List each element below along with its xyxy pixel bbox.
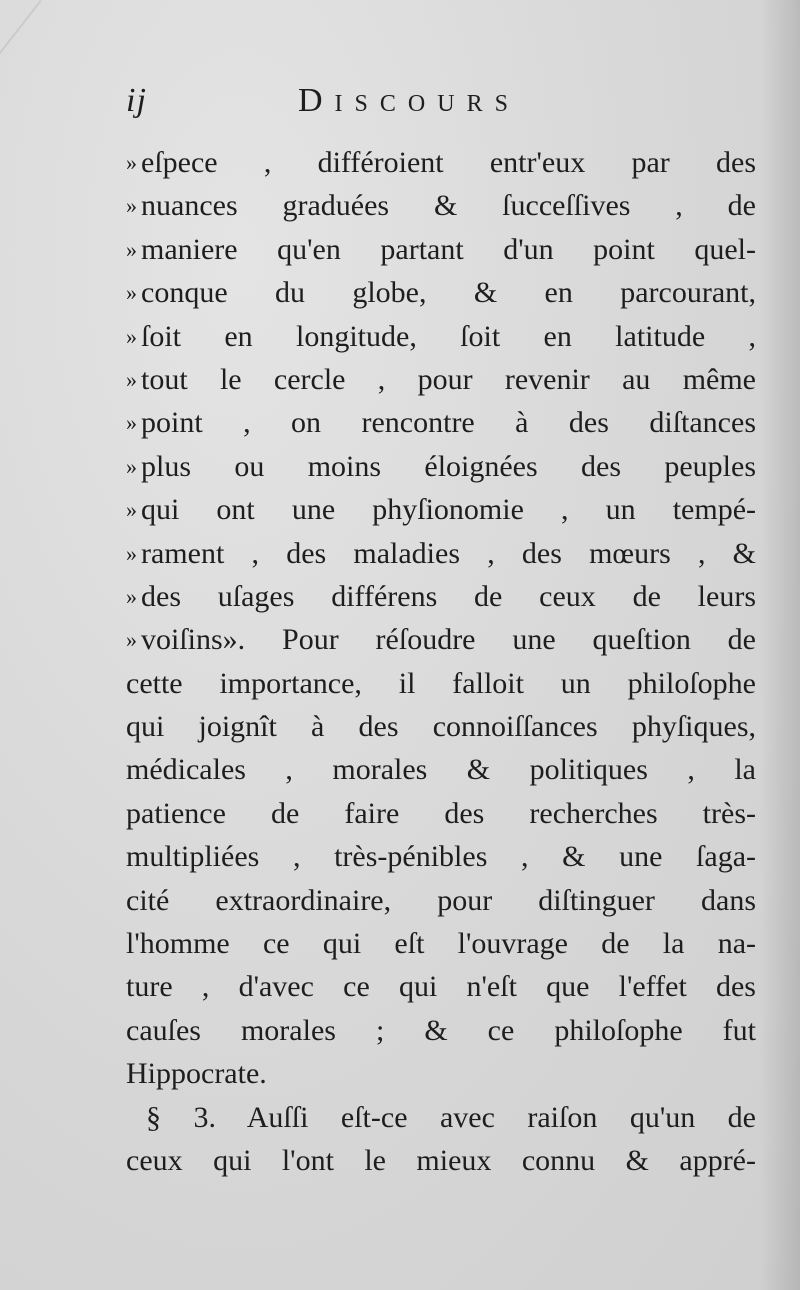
- text-line: [126, 835, 756, 878]
- line-text: ceux qui l'ont le mieux connu & appré-: [126, 1143, 756, 1177]
- running-title: Discours: [298, 82, 520, 119]
- text-line: [126, 315, 756, 358]
- text-line: [126, 141, 756, 184]
- line-text: cité extraordinaire, pour diſtinguer dans: [126, 883, 756, 917]
- page-number: ij: [126, 82, 147, 119]
- line-text: Hippocrate.: [126, 1057, 267, 1091]
- text-line: [126, 228, 756, 271]
- line-text: conque du globe, & en parcourant,: [141, 276, 756, 310]
- quote-mark: »: [126, 150, 137, 175]
- text-line: [126, 705, 756, 748]
- paper-crease: [0, 0, 42, 206]
- line-text: qui ont une phyſionomie , un tempé-: [141, 493, 756, 527]
- line-text: tout le cercle , pour revenir au même: [141, 362, 756, 396]
- text-line: [126, 358, 756, 401]
- body-text: [126, 141, 756, 1182]
- text-line: [126, 1052, 756, 1095]
- quote-mark: »: [126, 366, 137, 392]
- text-line: [126, 1139, 756, 1182]
- quote-mark: »: [126, 236, 137, 262]
- text-line: [126, 662, 756, 705]
- line-text: plus ou moins éloignées des peuples: [141, 449, 756, 483]
- quote-mark: »: [126, 410, 137, 436]
- text-line: [126, 575, 756, 618]
- page-header: [126, 82, 726, 132]
- text-line: [126, 879, 756, 922]
- line-text: patience de faire des recherches très-: [126, 796, 756, 830]
- line-text: point , on rencontre à des diſtances: [141, 406, 756, 440]
- line-text: maniere qu'en partant d'un point quel-: [141, 232, 756, 266]
- line-text: cette importance, il falloit un philoſophe: [126, 666, 756, 700]
- line-text: multipliées , très-pénibles , & une ſaga-: [126, 840, 756, 874]
- text-line: [126, 401, 756, 444]
- quote-mark: »: [126, 627, 137, 653]
- text-line: [126, 922, 756, 965]
- text-line: [126, 184, 756, 227]
- line-text: § 3. Auſſi eſt-ce avec raiſon qu'un de: [146, 1100, 756, 1134]
- line-text: des uſages différens de ceux de leurs: [141, 579, 756, 613]
- text-line: [126, 792, 756, 835]
- line-text: qui joignît à des connoiſſances phyſiques,: [126, 710, 756, 744]
- quote-mark: »: [126, 497, 137, 523]
- quote-mark: »: [126, 323, 137, 349]
- line-text: nuances graduées & ſucceſſives , de: [141, 189, 756, 223]
- line-text: ſoit en longitude, ſoit en latitude ,: [141, 319, 756, 353]
- text-line: [126, 488, 756, 531]
- line-text: l'homme ce qui eſt l'ouvrage de la na-: [126, 927, 756, 961]
- text-line: [126, 1009, 756, 1052]
- line-text: médicales , morales & politiques , la: [126, 753, 756, 787]
- line-text: ture , d'avec ce qui n'eſt que l'effet des: [126, 970, 756, 1004]
- line-text: rament , des maladies , des mœurs , &: [141, 536, 756, 570]
- text-line: [126, 445, 756, 488]
- text-line: [126, 271, 756, 314]
- text-line: [126, 965, 756, 1008]
- line-text: voiſins». Pour réſoudre une queſtion de: [141, 623, 756, 657]
- quote-mark: »: [126, 453, 137, 479]
- spine-shadow: [760, 0, 800, 1290]
- text-line: [126, 1096, 756, 1139]
- quote-mark: »: [126, 583, 137, 609]
- quote-mark: »: [126, 540, 137, 566]
- line-text: eſpece , différoient entr'eux par des: [141, 146, 756, 179]
- quote-mark: »: [126, 193, 137, 219]
- text-line: [126, 532, 756, 575]
- line-text: cauſes morales ; & ce philoſophe fut: [126, 1013, 756, 1047]
- quote-mark: »: [126, 280, 137, 306]
- text-line: [126, 618, 756, 661]
- text-line: [126, 748, 756, 791]
